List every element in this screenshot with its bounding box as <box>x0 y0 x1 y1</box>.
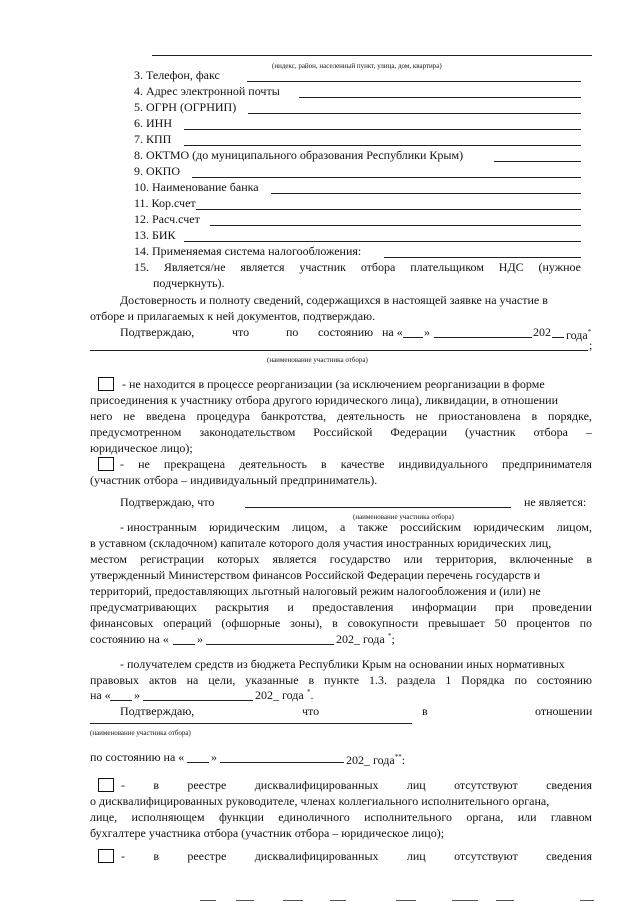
field-bik-blank[interactable] <box>184 241 581 242</box>
foreign-day-blank[interactable] <box>173 644 195 645</box>
foreign-month-blank[interactable] <box>206 644 334 645</box>
field-okpo-blank[interactable] <box>192 177 581 178</box>
address-line <box>152 55 592 56</box>
field-corr-account: 11. Кор.счет <box>134 196 196 210</box>
disq2-line-1: - в реестре дисквалифицированных лиц отсутствуют сведения <box>121 849 592 863</box>
foreign-line-2: в уставном (складочном) капитале которого доля участия иностранных юридических лиц, <box>90 536 552 550</box>
field-phone-blank[interactable] <box>247 81 581 82</box>
reliability-line-1: Достоверность и полноту сведений, содержащихся в настоящей заявке на участие в <box>120 293 548 307</box>
reorg-line-3: него не введена процедура банкротства, деятельность не приостановлена в порядке, <box>90 409 592 423</box>
field-oktmo: 8. ОКТМО (до муниципального образования Республики Крым) <box>134 148 464 162</box>
reorg-line-4: предусмотренном законодательством Российской Федерации (участник отбора – <box>90 425 592 439</box>
confirm-day-blank[interactable] <box>403 337 423 338</box>
field-phone: 3. Телефон, факс <box>134 68 220 82</box>
ip-line-2: (участник отбора – индивидуальный предприниматель). <box>90 473 378 487</box>
reorg-line-1: - не находится в процессе реорганизации (за исключением реорганизации в форме <box>122 377 545 391</box>
confirm2-lead: Подтверждаю, что <box>120 495 215 509</box>
confirm3-month-blank[interactable] <box>220 762 344 763</box>
budget-month-blank[interactable] <box>143 700 253 701</box>
disq-checkbox[interactable] <box>98 778 114 792</box>
field-email: 4. Адрес электронной почты <box>134 84 280 98</box>
vat-line-1: 15. Является/не является участник отбора плательщиком НДС (нужное <box>134 260 581 274</box>
field-ogrn-blank[interactable] <box>248 113 581 114</box>
budget-line-1: - получателем средств из бюджета Республики Крым на основании иных нормативных <box>120 657 565 671</box>
field-bank-blank[interactable] <box>271 193 581 194</box>
participant-name-blank[interactable] <box>90 350 588 351</box>
field-corr-account-blank[interactable] <box>196 209 581 210</box>
confirm-month-blank[interactable] <box>434 337 532 338</box>
field-bik: 13. БИК <box>134 228 176 242</box>
foreign-line-1: - иностранным юридическим лицом, а также российским юридическим лицом, <box>120 520 592 534</box>
confirm2-name-blank[interactable] <box>245 507 511 508</box>
field-kpp-blank[interactable] <box>184 145 581 146</box>
field-account: 12. Расч.счет <box>134 212 200 226</box>
disq-line-1: - в реестре дисквалифицированных лиц отсутствуют сведения <box>121 778 592 792</box>
ip-line-1: - не прекращена деятельность в качестве индивидуального предпринимателя <box>120 457 592 471</box>
field-tax-system: 14. Применяемая система налогообложения: <box>134 244 362 258</box>
field-email-blank[interactable] <box>299 97 581 98</box>
reorg-checkbox[interactable] <box>98 377 114 391</box>
field-oktmo-blank[interactable] <box>494 161 581 162</box>
disq-line-3: лице, исполняющем функции единоличного исполнительного органа, или главном <box>90 810 592 824</box>
field-inn: 6. ИНН <box>134 116 172 130</box>
field-kpp: 7. КПП <box>134 132 172 146</box>
foreign-line-4: утвержденный Министерством финансов Российской Федерации перечень государств и <box>90 568 541 582</box>
confirm3-name-blank[interactable] <box>90 723 412 724</box>
budget-line-2: правовых актов на цели, указанные в пункте 1.3. раздела 1 Порядка по состоянию <box>90 673 592 687</box>
ip-checkbox[interactable] <box>98 457 114 471</box>
disq2-checkbox[interactable] <box>98 849 114 863</box>
foreign-line-7: финансовых операций (офшорные зоны), в совокупности превышает 50 процентов по <box>90 616 592 630</box>
address-caption: (индекс, район, населенный пункт, улица, дом, квартира) <box>272 62 442 70</box>
foreign-line-3: местом регистрации которых является государство или территория, включенные в <box>90 552 592 566</box>
participant-name-caption: (наименование участника отбора) <box>267 356 368 364</box>
foreign-line-6: предусматривающих раскрытия и предоставления информации при проведении <box>90 600 592 614</box>
field-bank: 10. Наименование банка <box>134 180 259 194</box>
foreign-line-5: территорий, предоставляющих льготный налоговый режим налогообложения и (или) не <box>90 584 541 598</box>
disq-line-2: о дисквалифицированных руководителе, членах коллегиального исполнительного органа, <box>90 794 550 808</box>
confirm-year-blank[interactable] <box>552 337 564 338</box>
reorg-line-5: юридическое лицо); <box>90 441 193 455</box>
confirm2-tail: не является: <box>524 495 587 509</box>
field-okpo: 9. ОКПО <box>134 164 181 178</box>
reliability-line-2: отборе и прилагаемых к ней документов, подтверждаю. <box>90 309 376 323</box>
confirm2-caption: (наименование участника отбора) <box>353 513 454 521</box>
vat-line-2: подчеркнуть). <box>153 276 225 290</box>
disq-line-4: бухгалтере участника отбора (участник отбора – юридическое лицо); <box>90 826 445 840</box>
reorg-line-2: присоединения к участнику отбора другого юридического лица), ликвидации, в отношении <box>90 393 559 407</box>
budget-day-blank[interactable] <box>110 700 132 701</box>
field-ogrn: 5. ОГРН (ОГРНИП) <box>134 100 237 114</box>
field-inn-blank[interactable] <box>184 129 581 130</box>
field-tax-system-blank[interactable] <box>384 257 581 258</box>
confirm3-day-blank[interactable] <box>187 762 209 763</box>
field-account-blank[interactable] <box>210 225 581 226</box>
confirm3-caption: (наименование участника отбора) <box>90 729 191 737</box>
